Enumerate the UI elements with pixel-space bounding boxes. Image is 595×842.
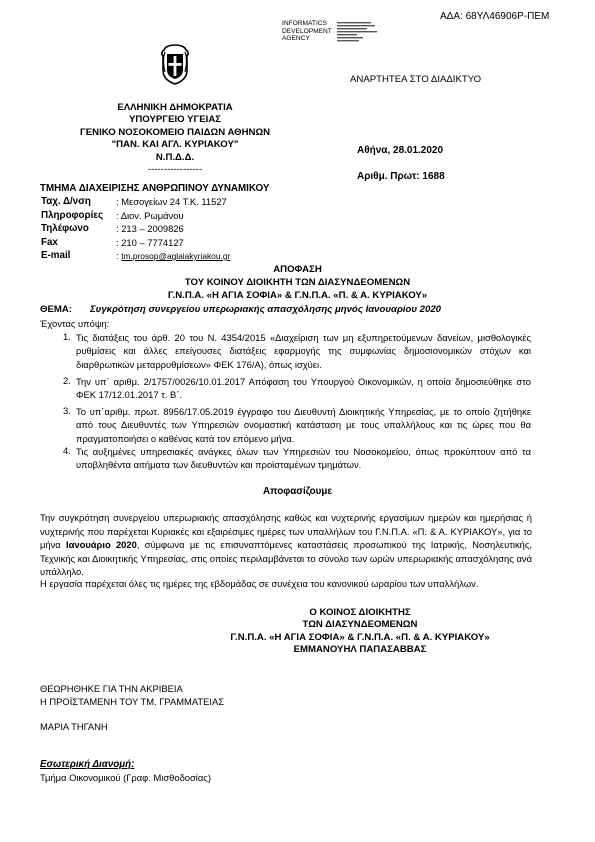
fax-value: : 210 – 7774127 (116, 236, 184, 248)
certification-block (40, 682, 224, 733)
phone-label: Τηλέφωνο (41, 223, 89, 234)
item-text: Την υπ΄ αριθμ. 2/1757/0026/10.01.2017 Απόφαση του Υπουργού Οικονομικών, η οποία δημοσιεύθηκε στο ΦΕΚ 17/12.01.2017 τ. Β΄. (76, 376, 531, 401)
email-link[interactable]: tm.prosop@aglaiakyriakou.gr (121, 251, 231, 261)
internal-distribution-value: Τμήμα Οικονομικού (Γραφ. Μισθοδοσίας) (40, 772, 211, 783)
subject-label: ΘΕΜΑ: (40, 304, 72, 315)
contact-labels (41, 195, 103, 263)
institution-header (80, 102, 270, 176)
signature-line-2: ΤΩΝ ΔΙΑΣΥΝΔΕΟΜΕΝΩΝ (302, 619, 418, 631)
header-line-3: ΓΕΝΙΚΟ ΝΟΣΟΚΟΜΕΙΟ ΠΑΙΔΩΝ ΑΘΗΝΩΝ (80, 126, 271, 138)
department-title: ΤΜΗΜΑ ΔΙΑΧΕΙΡΙΣΗΣ ΑΝΘΡΩΠΙΝΟΥ ΔΥΝΑΜΙΚΟΥ (40, 183, 270, 194)
email-colon: : (116, 250, 119, 261)
digital-signature-stamp (337, 21, 387, 45)
ida-line3: AGENCY (282, 35, 310, 43)
header-line-1: ΕΛΛΗΝΙΚΗ ΔΗΜΟΚΡΑΤΙΑ (117, 102, 233, 113)
item-text: Τις διατάξεις του άρθ. 20 του Ν. 4354/2015 «Διαχείριση των μη εξυπηρετούμενων δανείων, μισθολογικές ρυθμίσεις και άλλες επείγουσες διατάξεις εφαρμογής της συμφωνίας δημοσιονομικών στόχων και διαρθρωτικών μεταρρυθμίσεων» ΦΕΚ 176/Α), όπως ισχύει. (76, 332, 531, 370)
header-line-4: "ΠΑΝ. ΚΑΙ ΑΓΛ. ΚΥΡΙΑΚΟΥ" (111, 139, 239, 151)
signatory-name: ΕΜΜΑΝΟΥΗΛ ΠΑΠΑΣΑΒΒΑΣ (293, 644, 427, 656)
email-row (116, 249, 230, 263)
item-number: 3. (63, 405, 71, 416)
item-number: 1. (63, 331, 71, 342)
certifier-role: Η ΠΡΟΪΣΤΑΜΕΝΗ ΤΟΥ ΤΜ. ΓΡΑΜΜΑΤΕΙΑΣ (40, 696, 225, 707)
address-value: : Μεσογείων 24 Τ.Κ. 11527 (116, 196, 227, 207)
signature-line-1: Ο ΚΟΙΝΟΣ ΔΙΟΙΚΗΤΗΣ (309, 607, 411, 618)
item-text: Τις αυξημένες υπηρεσιακές ανάγκες όλων των Υπηρεσιών του Νοσοκομείου, όπως προκύπτουν από τα υποβληθέντα αιτήματα των διευθυντών και προϊσταμένων τμημάτων. (76, 446, 531, 471)
email-label: E-mail (41, 250, 71, 261)
ada-code: ΑΔΑ: 68ΥΛ46906Ρ-ΠΕΜ (440, 11, 550, 22)
posted-online-note: ΑΝΑΡΤΗΤΕΑ ΣΤΟ ΔΙΑΔΙΚΤΥΟ (350, 74, 482, 85)
signature-block (170, 607, 550, 657)
certifier-name: ΜΑΡΙΑ ΤΗΓΑΝΗ (40, 721, 108, 732)
decision-hospitals: Γ.Ν.Π.Α. «Η ΑΓΙΑ ΣΟΦΙΑ» & Γ.Ν.Π.Α. «Π. & Α. ΚΥΡΙΑΚΟΥ» (167, 290, 428, 301)
info-value: : Διον. Ρωμάνου (116, 209, 184, 221)
signature-line-3: Γ.Ν.Π.Α. «Η ΑΓΙΑ ΣΟΦΙΑ» & Γ.Ν.Π.Α. «Π. & Α. ΚΥΡΙΑΚΟΥ» (230, 631, 490, 643)
address-label: Ταχ. Δ/νση (41, 196, 91, 207)
subject-text: Συγκρότηση συνεργείου υπερωριακής απασχόλησης μηνός Ιανουαρίου 2020 (90, 304, 442, 315)
certified-line: ΘΕΩΡΗΘΗΚΕ ΓΙΑ ΤΗΝ ΑΚΡΙΒΕΙΑ (40, 683, 183, 694)
decision-body (40, 511, 532, 579)
header-line-2: ΥΠΟΥΡΓΕΙΟ ΥΓΕΙΑΣ (128, 114, 222, 126)
decision-body-part1: Την συγκρότηση συνεργείου υπερωριακής απασχόλησης καθώς και νυχτερινής εργασίμων ημερών και ημερήσιας ή νυχτερινής που παρέχεται Κυριακές και εξαιρέσιμες ημέρες των υπαλλήλων του Γ.Ν.Π.Α. «Π. & Α. ΚΥΡΙΑΚΟΥ», για το μήνα (40, 512, 532, 551)
ida-line1: INFORMATICS (282, 20, 327, 27)
decision-body-part2: , σύμφωνα με τις επισυναπτόμενες καταστάσεις προσωπικού της Ιατρικής, Νοσηλευτικής, Τεχνικής και Διοικητικής Υπηρεσίας, στις οποίες περιλαμβάνεται το σύνολο των ωρών υπερωριακής απασχόλησης ανά υπάλληλο. (40, 539, 533, 578)
greek-emblem-icon (160, 42, 190, 86)
item-number: 4. (63, 445, 71, 456)
info-label: Πληροφορίες (41, 209, 104, 221)
decision-title: ΑΠΟΦΑΣΗ (273, 264, 322, 275)
we-decide-heading: Αποφασίζουμε (262, 486, 333, 497)
header-line-5: Ν.Π.Δ.Δ. (155, 151, 195, 163)
contact-values (116, 195, 230, 263)
item-number: 2. (63, 375, 71, 386)
ida-line2: DEVELOPMENT (282, 27, 332, 35)
decision-subtitle: ΤΟΥ ΚΟΙΝΟΥ ΔΙΟΙΚΗΤΗ ΤΩΝ ΔΙΑΣΥΝΔΕΟΜΕΝΩΝ (184, 277, 411, 288)
item-text: Το υπ΄αριθμ. πρωτ. 8956/17.05.2019 έγγραφο του Διευθυντή Διοικητικής Υπηρεσίας, με το οποίο ζητήθηκε από τους Διευθυντές των Υπηρεσιών ονομαστική κατάσταση με τους υπαλλήλους και τις ώρες που θα πραγματοποιήσει ο καθένας κατά τον επόμενο μήνα. (76, 406, 531, 444)
phone-value: : 213 – 2009826 (116, 223, 184, 234)
having-in-mind: Έχοντας υπόψη: (40, 318, 110, 329)
internal-distribution-label: Εσωτερική Διανομή: (40, 759, 135, 770)
work-schedule-note: Η εργασία παρέχεται όλες τις ημέρες της εβδομάδας σε συνέχεια του κανονικού ωραρίου των υπαλλήλων. (40, 578, 479, 589)
document-date: Αθήνα, 28.01.2020 (357, 145, 444, 156)
header-separator: ----------------- (147, 164, 203, 176)
fax-label: Fax (41, 236, 58, 248)
protocol-number: Αριθμ. Πρωτ: 1688 (357, 171, 445, 182)
decision-month: Ιανουάριο 2020 (66, 539, 137, 551)
ida-logo-text (282, 20, 332, 43)
